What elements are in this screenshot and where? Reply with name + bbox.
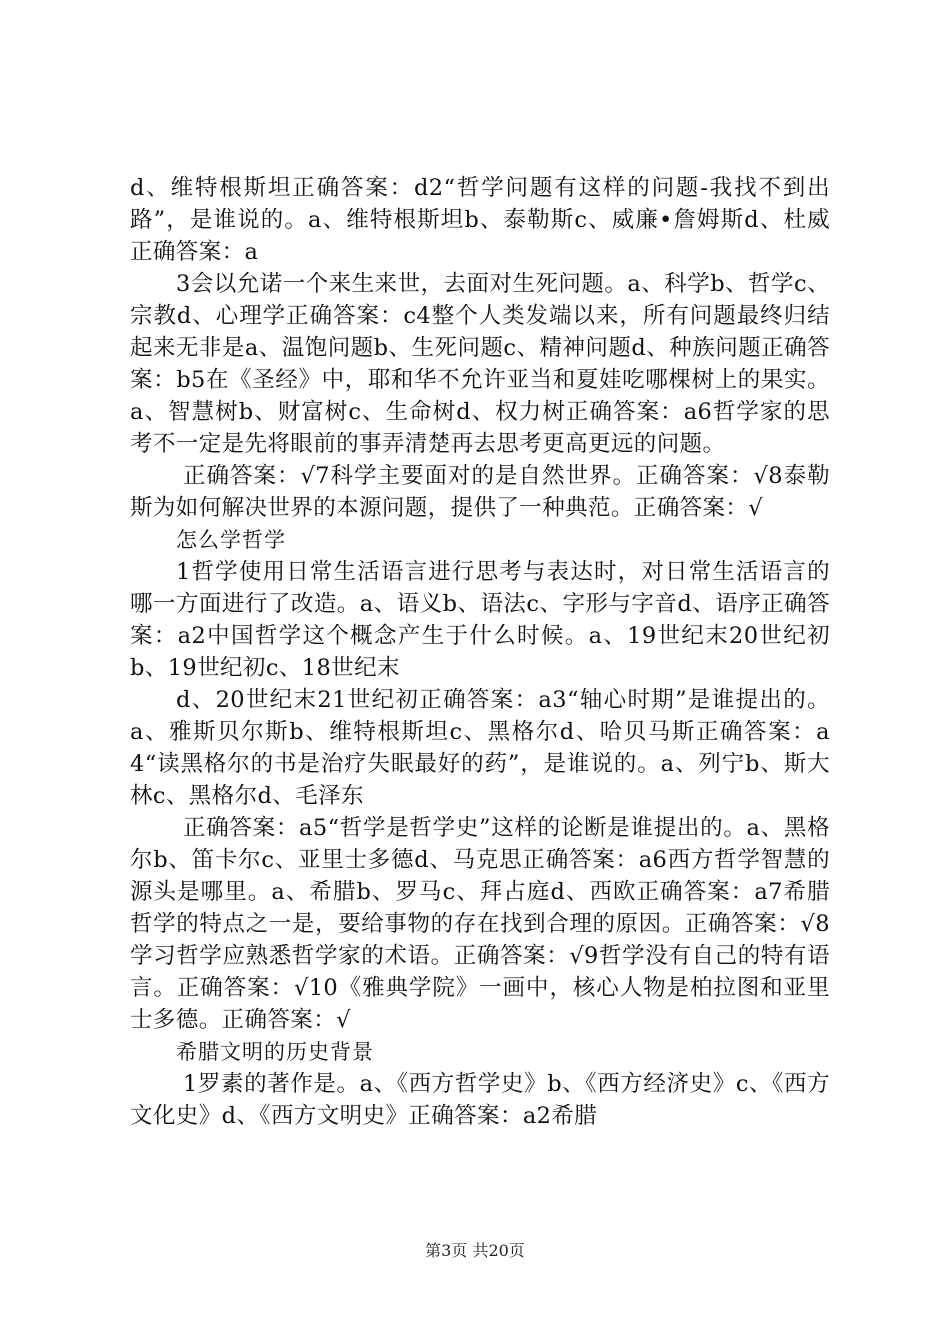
document-body <box>130 172 830 1132</box>
paragraph-answers-6-8: 正确答案：√7科学主要面对的是自然世界。正确答案：√8泰勒斯为如何解决世界的本源问题，提供了一种典范。正确答案：√ <box>130 463 830 521</box>
paragraph-greek-questions: 1罗素的著作是。a、《西方哲学史》b、《西方经济史》c、《西方文化史》d、《西方文明史》正确答案：a2希腊 <box>130 1071 830 1129</box>
paragraph-questions-5-10: 正确答案：a5“哲学是哲学史”这样的论断是谁提出的。a、黑格尔b、笛卡尔c、亚里士多德d、马克思正确答案：a6西方哲学智慧的源头是哪里。a、希腊b、罗马c、拜占庭d、西欧正确答案：a7希腊哲学的特点之一是，要给事物的存在找到合理的原因。正确答案：√8学习哲学应熟悉哲学家的术语。正确答案：√9哲学没有自己的特有语言。正确答案：√10《雅典学院》一画中，核心人物是柏拉图和亚里士多德。正确答案：√ <box>130 815 830 1033</box>
section-heading-how-to-learn: 怎么学哲学 <box>176 528 286 552</box>
paragraph-questions-1-2: 1哲学使用日常生活语言进行思考与表达时，对日常生活语言的哪一方面进行了改造。a、语义b、语法c、字形与字音d、语序正确答案：a2中国哲学这个概念产生于什么时候。a、19世纪末20世纪初b、19世纪初c、18世纪末 <box>130 559 830 681</box>
paragraph-continuation: d、维特根斯坦正确答案：d2“哲学问题有这样的问题-我找不到出路”，是谁说的。a、维特根斯坦b、泰勒斯c、威廉•詹姆斯d、杜威正确答案：a <box>130 175 830 265</box>
paragraph-questions-3-4: d、20世纪末21世纪初正确答案：a3“轴心时期”是谁提出的。a、雅斯贝尔斯b、维特根斯坦c、黑格尔d、哈贝马斯正确答案：a4“读黑格尔的书是治疗失眠最好的药”，是谁说的。a、列宁b、斯大林c、黑格尔d、毛泽东 <box>130 687 830 809</box>
paragraph-questions-3-6: 3会以允诺一个来生来世，去面对生死问题。a、科学b、哲学c、宗教d、心理学正确答案：c4整个人类发端以来，所有问题最终归结起来无非是a、温饱问题b、生死问题c、精神问题d、种族问题正确答案：b5在《圣经》中，耶和华不允许亚当和夏娃吃哪棵树上的果实。a、智慧树b、财富树c、生命树d、权力树正确答案：a6哲学家的思考不一定是先将眼前的事弄清楚再去思考更高更远的问题。 <box>130 271 830 457</box>
page-footer: 第3页 共20页 <box>425 1241 525 1260</box>
section-heading-greek-background: 希腊文明的历史背景 <box>176 1040 374 1064</box>
